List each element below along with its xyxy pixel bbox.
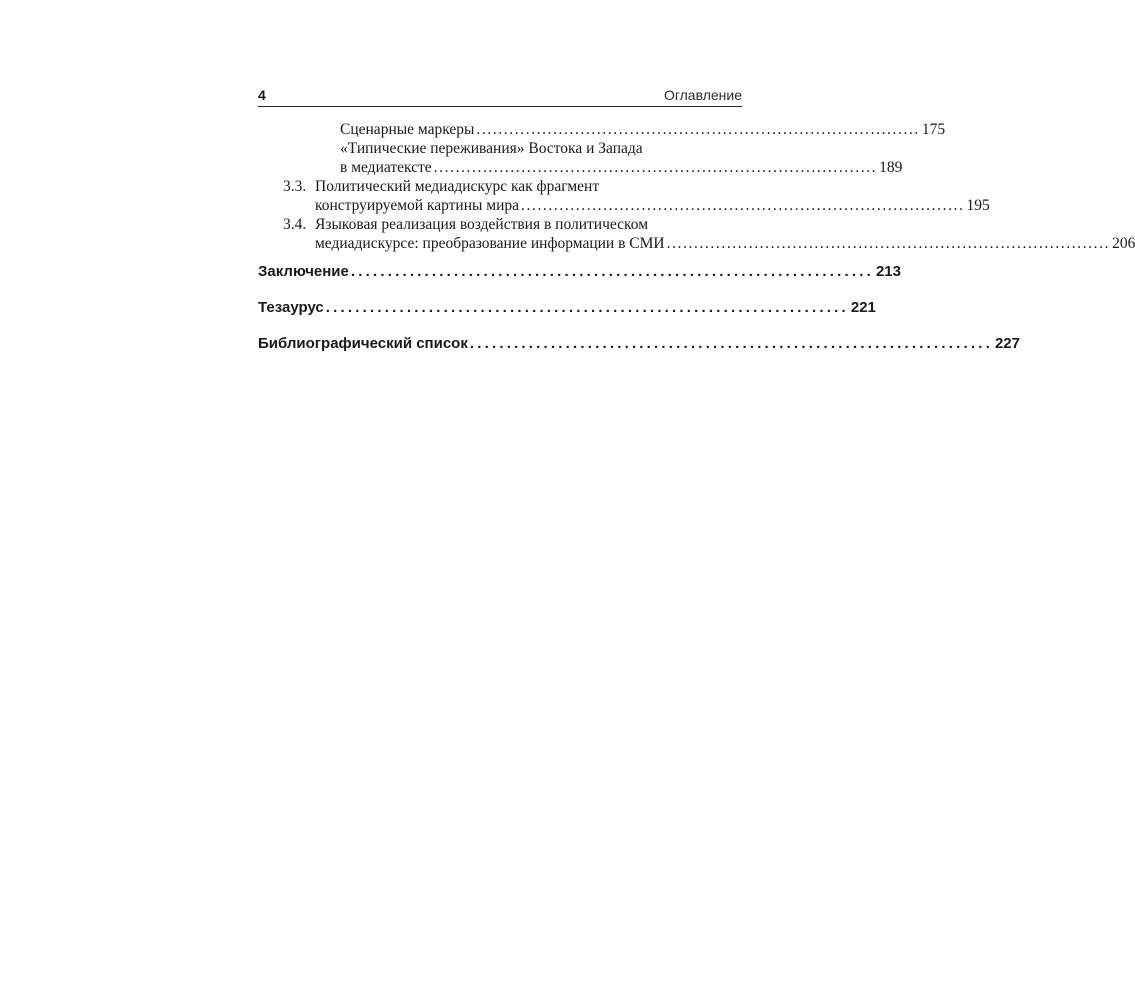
toc-entry-title: Заключение — [258, 263, 349, 280]
book-page — [258, 84, 1135, 353]
toc-entry-title: Сценарные маркеры — [340, 121, 475, 138]
toc-entry-bibliography[interactable] — [258, 334, 1020, 353]
toc-entry-title-cont: в медиатексте — [340, 159, 432, 176]
dot-leader: ....................................................................... — [469, 335, 993, 352]
page-number: 4 — [258, 87, 266, 103]
dot-leader: ................................................................................. — [433, 159, 878, 176]
toc-entry-title: Библиографический список — [258, 335, 468, 352]
toc-entry-page: 206 — [1112, 235, 1135, 252]
toc-entry-page: 227 — [994, 335, 1020, 352]
running-title: Оглавление — [663, 87, 742, 103]
dot-leader: ....................................................................... — [350, 263, 874, 280]
toc-entry-section-3-4[interactable] — [258, 215, 1135, 253]
dot-leader: ................................................................................. — [521, 197, 965, 214]
toc-entry-page: 189 — [879, 159, 903, 176]
toc-entry-title-cont: конструируемой картины мира — [315, 197, 520, 214]
table-of-contents — [258, 120, 1135, 353]
dot-leader: ................................................................................. — [666, 235, 1111, 252]
toc-entry-page: 221 — [850, 299, 876, 316]
toc-entry-page: 175 — [921, 121, 946, 138]
dot-leader: ................................................................................. — [476, 121, 920, 138]
running-header — [258, 84, 742, 107]
toc-entry-page: 213 — [875, 263, 901, 280]
section-number: 3.3. — [283, 178, 307, 195]
toc-entry-title-cont: медиадискурсе: преобразование информации в СМИ — [315, 235, 665, 252]
toc-entry-title: Тезаурус — [258, 299, 324, 316]
toc-entry-typical-experiences[interactable] — [258, 139, 903, 177]
toc-entry-page: 195 — [966, 197, 990, 214]
toc-entry-section-3-3[interactable] — [258, 177, 990, 215]
dot-leader: ....................................................................... — [325, 299, 849, 316]
toc-entry-title: Языковая реализация воздействия в политическом — [315, 216, 649, 233]
toc-entry-title: «Типические переживания» Востока и Запада — [340, 140, 643, 157]
toc-entry-thesaurus[interactable] — [258, 298, 876, 317]
section-number: 3.4. — [283, 216, 307, 233]
toc-entry-conclusion[interactable] — [258, 262, 901, 281]
toc-entry-scenario-markers[interactable] — [258, 120, 946, 139]
toc-entry-title: Политический медиадискурс как фрагмент — [315, 178, 600, 195]
